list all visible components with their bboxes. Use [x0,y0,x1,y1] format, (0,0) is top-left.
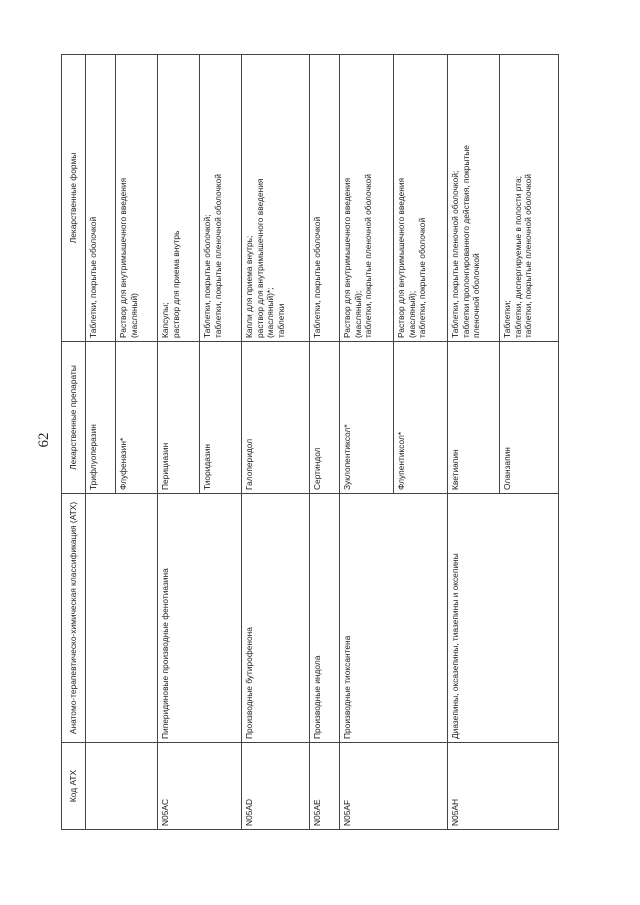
forms-cell: Раствор для внутримышечного введения (масляный); таблетки, покрытые оболочкой [394,55,448,342]
table-row [242,55,310,830]
atc-class-cell: Пиперидиновые производные фенотиазина [158,494,242,743]
forms-cell: Таблетки, покрытые оболочкой; таблетки, покрытые пленочной оболочкой [200,55,242,342]
table-row [158,55,200,830]
table-row [310,55,340,830]
table-frame [61,55,558,830]
atc-code-cell: N05AH [448,743,559,830]
drug-cell: Оланзапин [500,342,559,494]
header-drug: Лекарственные препараты [62,342,86,494]
forms-cell: Таблетки, покрытые оболочкой [310,55,340,342]
atc-class-cell: Производные тиоксантена [340,494,448,743]
drug-cell: Кветиапин [448,342,500,494]
atc-code-cell: N05AC [158,743,242,830]
atc-code-cell: N05AD [242,743,310,830]
atc-class-cell: Производные бутирофенона [242,494,310,743]
atc-class-cell: Производные индола [310,494,340,743]
table-header-row [62,55,86,830]
header-forms: Лекарственные формы [62,55,86,342]
drug-cell: Трифлуоперазин [86,342,116,494]
drug-cell: Галоперидол [242,342,310,494]
atc-code-cell: N05AE [310,743,340,830]
header-code: Код АТХ [62,743,86,830]
atc-code-cell [86,743,158,830]
forms-cell: Раствор для внутримышечного введения (масляный); таблетки, покрытые пленочной оболочкой [340,55,394,342]
atc-class-cell: Диазепины, оксазепины, тиазепины и оксепины [448,494,559,743]
drug-table-rotated [61,55,558,830]
drug-cell: Флупентиксол* [394,342,448,494]
forms-cell: Капли для приема внутрь; раствор для внутримышечного введения (масляный)*; таблетки [242,55,310,342]
page-number: 62 [36,432,52,448]
atc-class-cell [86,494,158,743]
header-class: Анатомо-терапевтическо-химическая классификация (АТХ) [62,494,86,743]
forms-cell: Капсулы; раствор для приема внутрь [158,55,200,342]
drug-cell: Зуклопентиксол* [340,342,394,494]
table-row [86,55,116,830]
table-row [448,55,500,830]
drug-cell: Тиоридазин [200,342,242,494]
drug-cell: Сертиндол [310,342,340,494]
drug-table [61,54,559,830]
table-row [340,55,394,830]
drug-cell: Перициазин [158,342,200,494]
drug-cell: Флуфеназин* [116,342,158,494]
atc-code-cell: N05AF [340,743,448,830]
forms-cell: Таблетки, покрытые оболочкой [86,55,116,342]
forms-cell: Таблетки, покрытые пленочной оболочкой; таблетки пролонгированного действия, покрытые пленочной оболочкой [448,55,500,342]
forms-cell: Таблетки; таблетки, диспергируемые в полости рта; таблетки, покрытые пленочной оболочкой [500,55,559,342]
forms-cell: Раствор для внутримышечного введения (масляный) [116,55,158,342]
